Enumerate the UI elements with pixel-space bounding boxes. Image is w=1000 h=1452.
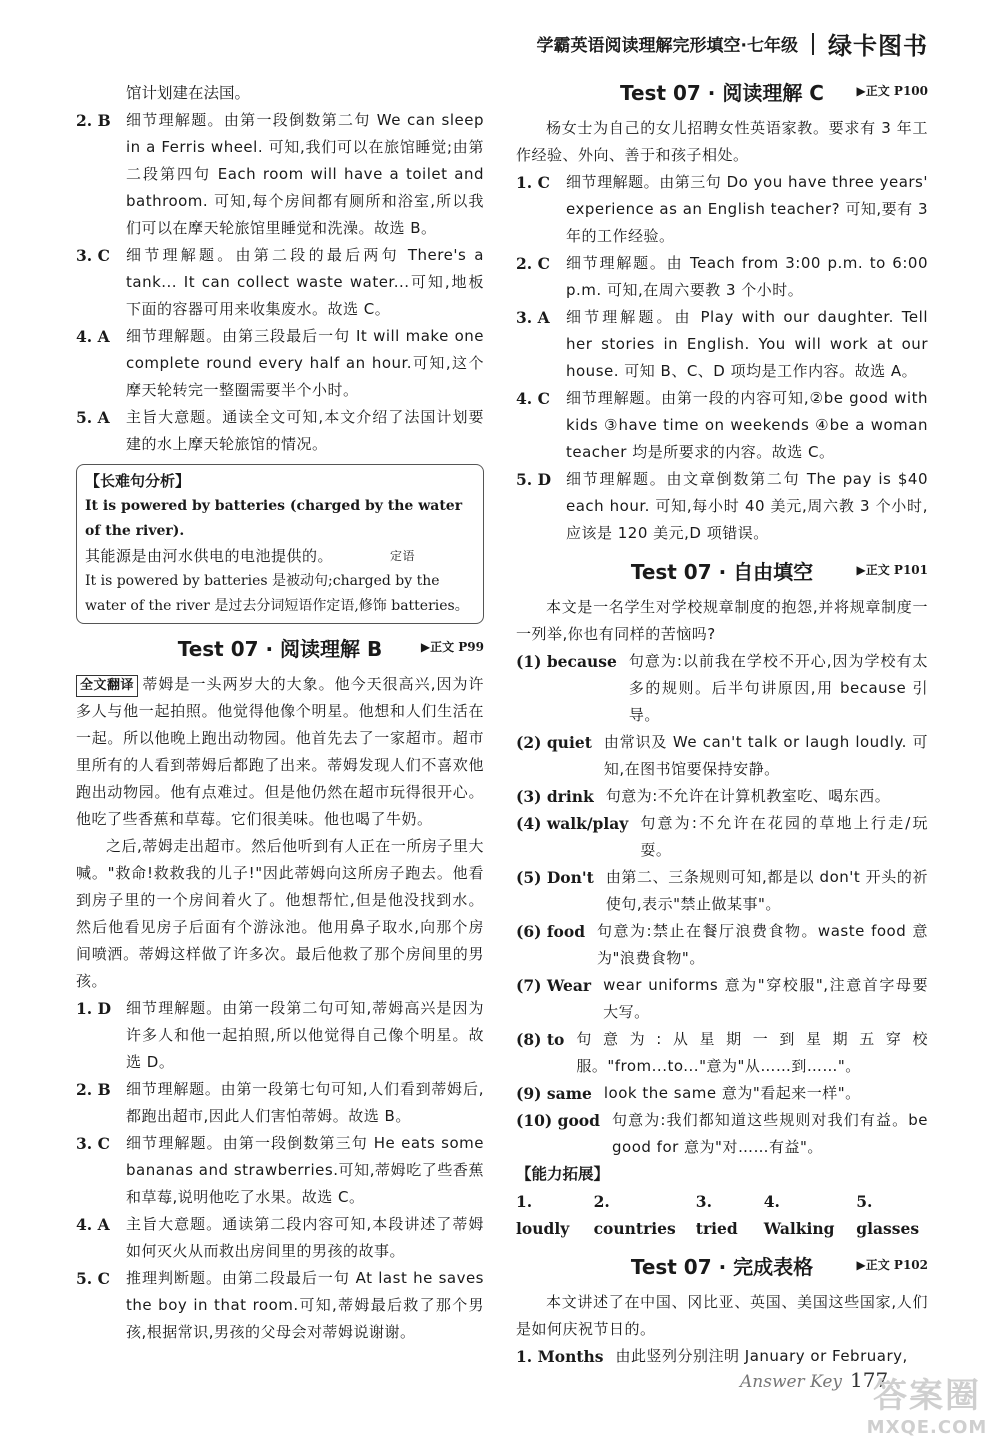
fill-text: 句意为:我们都知道这些规则对我们有益。be good for 意为"对……有益"。 [612,1111,928,1156]
answer-item [76,404,484,458]
answer-number: 4. A [76,327,110,346]
fill-number: (4) walk/play [516,814,629,833]
box-sentence: It is powered by batteries (charged by the water of the river). [85,498,463,539]
answer-number: 3. C [76,1134,110,1153]
answer-number: 5. A [76,408,110,427]
fill-item [516,783,928,810]
fill-item [516,972,928,1026]
answer-number: 5. C [76,1269,110,1288]
answer-list-b [76,995,484,1346]
answer-text: 细节理解题。由第二段的最后两句 There's a tank... It can collect waste water...可知,地板下面的容器可用来收集废水。故选 C。 [126,246,484,318]
section-title-text: Test 07 · 自由填空 [630,560,814,584]
fill-text: 句意为:从星期一到星期五穿校服。"from...to..."意为"从……到……"。 [576,1030,928,1075]
ability-answer: 4. Walking [763,1192,835,1238]
answer-text: 细节理解题。由第一段的内容可知,②be good with kids ③have time on weekends ④be a woman teacher 均是所要求的内容。故选 C。 [566,389,928,461]
watermark-main: 答案圈 [873,1376,981,1416]
answer-number: 3. A [516,308,550,327]
fill-text: 句意为:不允许在花园的草地上行走/玩耍。 [640,814,928,859]
translation-tag: 全文翻译 [76,675,138,697]
answer-number: 5. D [516,470,552,489]
answer-item [76,242,484,323]
fill-text: wear uniforms 意为"穿校服",注意首字母要大写。 [603,976,928,1021]
publisher-logo: 绿卡图书 [828,32,928,60]
fill-number: (7) Wear [516,976,592,995]
answer-text: 细节理解题。由第一段倒数第三句 He eats some bananas and strawberries.可知,蒂姆吃了些香蕉和草莓,说明他吃了水果。故选 C。 [126,1134,484,1206]
section-intro: 本文讲述了在中国、冈比亚、英国、美国这些国家,人们是如何庆祝节日的。 [516,1293,928,1338]
fill-number: (2) quiet [516,733,592,752]
fill-text: 由常识及 We can't talk or laugh loudly. 可知,在图书馆要保持安静。 [603,733,928,778]
answer-item [76,995,484,1076]
fill-item [516,1107,928,1161]
fill-text: 由第二、三条规则可知,都是以 don't 开头的祈使句,表示"禁止做某事"。 [605,868,928,913]
answer-text: 细节理解题。由第三段最后一句 It will make one complete round every half an hour.可知,这个摩天轮转完一整圈需要半个小时。 [126,327,484,399]
section-title-reading-c [516,80,928,107]
fill-item [516,1080,928,1107]
fill-answer-list [516,648,928,1161]
answer-text: 细节理解题。由第一段第二句可知,蒂姆高兴是因为许多人和他一起拍照,所以他觉得自己像个明星。故选 D。 [126,999,484,1071]
answer-text: 细节理解题。由 Play with our daughter. Tell her stories in English. You will work at our house. 可知 B、C、D 项均是工作内容。故选 A。 [566,308,928,380]
section-title-reading-b [76,636,484,663]
fill-number: (5) Don't [516,868,594,887]
fill-number: (10) good [516,1111,600,1130]
ability-answer: 2. countries [593,1192,676,1238]
answer-item [76,1265,484,1346]
answer-number: 1. D [76,999,112,1018]
ability-title: 【能力拓展】 [516,1165,610,1183]
fill-text: 句意为:以前我在学校不开心,因为学校有太多的规则。后半句讲原因,用 because 引导。 [628,652,928,724]
box-title: 【长难句分析】 [85,472,191,490]
fill-number: 1. Months [516,1347,604,1366]
answer-number: 2. B [76,111,111,130]
ability-answers [516,1188,928,1242]
page-number: 177 [850,1368,889,1392]
section-title-text: Test 07 · 完成表格 [630,1255,814,1279]
ability-answer: 3. tried [695,1192,738,1238]
page-reference: ▶正文 P100 [856,84,928,98]
fill-item [516,648,928,729]
sentence-analysis-box [76,464,484,624]
answer-text: 推理判断题。由第二段最后一句 At last he saves the boy in that room.可知,蒂姆最后救了那个男孩,根据常识,男孩的父母会对蒂姆说谢谢。 [126,1269,484,1341]
answer-text: 主旨大意题。通读全文可知,本文介绍了法国计划要建的水上摩天轮旅馆的情况。 [126,408,484,453]
answer-list-a [76,107,484,458]
ability-answer: 1. loudly [516,1192,570,1238]
answer-item [76,1076,484,1130]
section-title-text: Test 07 · 阅读理解 B [177,637,383,661]
section-title-free-fill [516,559,928,586]
page-reference: ▶正文 P99 [420,640,484,654]
box-note: It is powered by batteries 是被动句;charged by the water of the river 是过去分词短语作定语,修饰 batteries。 [85,573,469,614]
translation-paragraph-1 [76,671,484,833]
box-gloss-row [85,544,475,569]
answer-number: 3. C [76,246,110,265]
right-column [516,80,928,1370]
answer-item [76,1211,484,1265]
fill-item [516,1026,928,1080]
section-title-text: Test 07 · 阅读理解 C [620,81,824,105]
fill-number: (8) to [516,1030,565,1049]
answer-item [76,323,484,404]
fill-item [516,810,928,864]
page-reference: ▶正文 P102 [856,1258,928,1272]
translation-text: 蒂姆是一头两岁大的大象。他今天很高兴,因为许多人与他一起拍照。他觉得他像个明星。他想和人们生活在一起。所以他晚上跑出动物园。他首先去了一家超市。超市里所有的人看到蒂姆后都跑了出来。蒂姆发现人们不喜欢他跑出动物园。他有点难过。但是他仍然在超市玩得很开心。他吃了些香蕉和草莓。它们很美味。他也喝了牛奶。 [76,675,484,828]
answer-item [516,169,928,250]
answer-text: 细节理解题。由文章倒数第二句 The pay is $40 each hour. 可知,每小时 40 美元,周六教 3 个小时,应该是 120 美元,D 项错误。 [566,470,928,542]
answer-item [76,107,484,242]
answer-text: 细节理解题。由第一段第七句可知,人们看到蒂姆后,都跑出超市,因此人们害怕蒂姆。故选 B。 [126,1080,484,1125]
page-header [537,26,928,61]
fill-number: (1) because [516,652,617,671]
section-intro: 杨女士为自己的女儿招聘女性英语家教。要求有 3 年工作经验、外向、善于和孩子相处。 [516,119,928,164]
watermark [862,1360,992,1446]
answer-number: 2. B [76,1080,111,1099]
fill-text: 由此竖列分别注明 January or February, [615,1347,908,1365]
header-divider [812,33,814,55]
answer-text: 细节理解题。由 Teach from 3:00 p.m. to 6:00 p.m. 可知,在周六要教 3 个小时。 [566,254,928,299]
answer-item [76,1130,484,1211]
section-title-table [516,1254,928,1281]
left-column [76,80,484,1346]
ability-answer: 5. glasses [856,1192,920,1238]
carryover-text: 馆计划建在法国。 [126,84,251,102]
fill-item [516,918,928,972]
fill-number: (6) food [516,922,586,941]
answer-number: 1. C [516,173,550,192]
answer-number: 2. C [516,254,550,273]
fill-text: 句意为:不允许在计算机教室吃、喝东西。 [605,787,891,805]
answer-list-c [516,169,928,547]
answer-number: 4. C [516,389,550,408]
fill-text: look the same 意为"看起来一样"。 [603,1084,861,1102]
fill-number: (9) same [516,1084,592,1103]
page-reference: ▶正文 P101 [856,563,928,577]
answer-text: 细节理解题。由第三句 Do you have three years' experience as an English teacher? 可知,要有 3 年的工作经验。 [566,173,928,245]
answer-number: 4. A [76,1215,110,1234]
translation-paragraph-2: 之后,蒂姆走出超市。然后他听到有人正在一所房子里大喊。"救命!救救我的儿子!"因此蒂姆向这所房子跑去。他看到房子里的一个房间着火了。他想帮忙,但是他没找到水。然后他看见房子后面有个游泳池。他用鼻子取水,向那个房间喷洒。蒂姆这样做了许多次。最后他救了那个房间里的男孩。 [76,837,484,990]
watermark-url: MXQE.COM [866,1417,988,1438]
answer-text: 主旨大意题。通读第二段内容可知,本段讲述了蒂姆如何灭火从而救出房间里的男孩的故事。 [126,1215,484,1260]
fill-item [516,729,928,783]
fill-number: (3) drink [516,787,594,806]
answer-item [516,250,928,304]
box-gloss-label: 定语 [389,549,415,563]
section-intro: 本文是一名学生对学校规章制度的抱怨,并将规章制度一一列举,你也有同样的苦恼吗? [516,598,928,643]
box-gloss: 其能源是由河水供电的电池提供的。 [85,547,334,565]
fill-text: 句意为:禁止在餐厅浪费食物。waste food 意为"浪费食物"。 [597,922,928,967]
answer-text: 细节理解题。由第一段倒数第二句 We can sleep in a Ferris wheel. 可知,我们可以在旅馆睡觉;由第二段第四句 Each room will have a toilet and bathroom. 可知,每个房间都有厕所和浴室,所以我们可以在摩天轮旅馆里睡觉和洗澡。故选 B。 [126,111,484,237]
fill-item [516,864,928,918]
footer-label: Answer Key [740,1372,842,1392]
answer-item [516,466,928,547]
answer-item [516,385,928,466]
book-title: 学霸英语阅读理解完形填空·七年级 [536,36,798,56]
answer-item [516,304,928,385]
